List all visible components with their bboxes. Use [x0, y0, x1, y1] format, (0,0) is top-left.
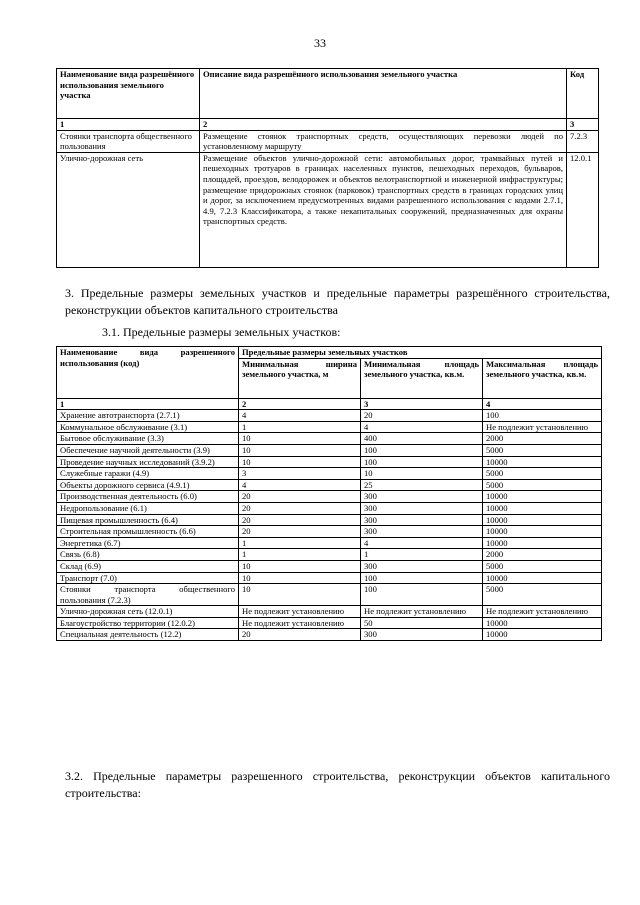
header-min-width: Минимальная ширина земельного участка, м — [239, 358, 361, 398]
min-area-value: 10 — [361, 468, 483, 480]
max-area-value: 10000 — [483, 491, 602, 503]
use-name: Проведение научных исследований (3.9.2) — [57, 456, 239, 468]
min-area-value: 100 — [361, 444, 483, 456]
max-area-value: Не подлежит установлению — [483, 421, 602, 433]
col-number: 2 — [239, 398, 361, 410]
table-row — [57, 130, 599, 152]
land-plot-size-table — [56, 346, 602, 641]
min-area-value: 300 — [361, 560, 483, 572]
min-width-value: 1 — [239, 537, 361, 549]
table-row — [57, 479, 602, 491]
max-area-value: 5000 — [483, 560, 602, 572]
max-area-value: 2000 — [483, 549, 602, 561]
table-row — [57, 444, 602, 456]
col-number: 3 — [567, 119, 599, 131]
min-width-value: 20 — [239, 514, 361, 526]
table-row — [57, 456, 602, 468]
max-area-value: 10000 — [483, 514, 602, 526]
table-row — [57, 537, 602, 549]
min-area-value: 4 — [361, 421, 483, 433]
min-area-value: 25 — [361, 479, 483, 491]
min-width-value: 10 — [239, 444, 361, 456]
min-width-value: 20 — [239, 526, 361, 538]
col-number: 1 — [57, 119, 200, 131]
max-area-value: 10000 — [483, 502, 602, 514]
use-name: Объекты дорожного сервиса (4.9.1) — [57, 479, 239, 491]
table-row — [57, 629, 602, 641]
min-width-value: 20 — [239, 502, 361, 514]
min-area-value: 1 — [361, 549, 483, 561]
header-use-description: Описание вида разрешённого использования земельного участка — [200, 69, 567, 119]
min-width-value: 10 — [239, 433, 361, 445]
use-code: 12.0.1 — [567, 152, 599, 267]
table-row — [57, 491, 602, 503]
use-name: Улично-дорожная сеть — [57, 152, 200, 267]
min-width-value: 10 — [239, 456, 361, 468]
min-area-value: Не подлежит установлению — [361, 606, 483, 618]
col-number: 3 — [361, 398, 483, 410]
min-area-value: 400 — [361, 433, 483, 445]
min-area-value: 100 — [361, 456, 483, 468]
col-number: 1 — [57, 398, 239, 410]
table-row — [57, 502, 602, 514]
max-area-value: 100 — [483, 410, 602, 422]
header-code: Код — [567, 69, 599, 119]
col-number: 4 — [483, 398, 602, 410]
use-name: Энергетика (6.7) — [57, 537, 239, 549]
table-row — [57, 584, 602, 606]
table-row — [57, 433, 602, 445]
max-area-value: 5000 — [483, 444, 602, 456]
min-width-value: 1 — [239, 421, 361, 433]
section-3-heading: 3. Предельные размеры земельных участков и предельные параметры разрешённого строительства, реконструкции объектов капитального строительства — [65, 286, 610, 317]
min-width-value: 3 — [239, 468, 361, 480]
min-area-value: 20 — [361, 410, 483, 422]
col-number: 2 — [200, 119, 567, 131]
min-width-value: 20 — [239, 629, 361, 641]
min-area-value: 300 — [361, 491, 483, 503]
use-name: Транспорт (7.0) — [57, 572, 239, 584]
use-name: Недропользование (6.1) — [57, 502, 239, 514]
use-name: Хранение автотранспорта (2.7.1) — [57, 410, 239, 422]
header-use-name: Наименование вида разрешённого использования земельного участка — [57, 69, 200, 119]
min-area-value: 300 — [361, 502, 483, 514]
header-use-name: Наименование вида разрешенного использования (код) — [57, 347, 239, 399]
use-description: Размещение объектов улично-дорожной сети: автомобильных дорог, трамвайных путей и пешеходных тротуаров в границах населенных пунктов, пешеходных переходов, бульваров, площадей, проездов, велодорожек и объектов велотранспортной и инженерной инфраструктуры; размещение придорожных стоянок (парковок) транспортных средств в границах городских улиц и дорог, за исключением предусмотренных видами разрешенного использования с кодами 2.7.1, 4.9, 7.2.3 Классификатора, а также некапитальных сооружений, предназначенных для охраны транспортных средств. — [200, 152, 567, 267]
max-area-value: 10000 — [483, 456, 602, 468]
min-width-value: Не подлежит установлению — [239, 617, 361, 629]
table-row — [57, 560, 602, 572]
max-area-value: 10000 — [483, 537, 602, 549]
use-name: Стоянки транспорта общественного пользования (7.2.3) — [57, 584, 239, 606]
use-description: Размещение стоянок транспортных средств, осуществляющих перевозки людей по установленному маршруту — [200, 130, 567, 152]
use-name: Благоустройство территории (12.0.2) — [57, 617, 239, 629]
min-width-value: 10 — [239, 560, 361, 572]
use-name: Связь (6.8) — [57, 549, 239, 561]
max-area-value: 2000 — [483, 433, 602, 445]
table-row — [57, 572, 602, 584]
min-area-value: 50 — [361, 617, 483, 629]
min-area-value: 100 — [361, 584, 483, 606]
max-area-value: 5000 — [483, 468, 602, 480]
max-area-value: 10000 — [483, 526, 602, 538]
table-row — [57, 526, 602, 538]
use-name: Обеспечение научной деятельности (3.9) — [57, 444, 239, 456]
table-row — [57, 421, 602, 433]
max-area-value: 10000 — [483, 572, 602, 584]
use-name: Пищевая промышленность (6.4) — [57, 514, 239, 526]
min-area-value: 300 — [361, 526, 483, 538]
table-row — [57, 606, 602, 618]
use-name: Специальная деятельность (12.2) — [57, 629, 239, 641]
table-row — [57, 514, 602, 526]
max-area-value: Не подлежит установлению — [483, 606, 602, 618]
max-area-value: 10000 — [483, 629, 602, 641]
min-area-value: 300 — [361, 629, 483, 641]
min-width-value: 4 — [239, 479, 361, 491]
table-row — [57, 152, 599, 267]
min-width-value: 20 — [239, 491, 361, 503]
use-name: Служебные гаражи (4.9) — [57, 468, 239, 480]
max-area-value: 5000 — [483, 584, 602, 606]
use-name: Производственная деятельность (6.0) — [57, 491, 239, 503]
use-name: Строительная промышленность (6.6) — [57, 526, 239, 538]
use-name: Улично-дорожная сеть (12.0.1) — [57, 606, 239, 618]
land-plot-rows — [57, 410, 602, 641]
use-name: Бытовое обслуживание (3.3) — [57, 433, 239, 445]
min-width-value: 1 — [239, 549, 361, 561]
use-name: Стоянки транспорта общественного пользования — [57, 130, 200, 152]
min-width-value: 4 — [239, 410, 361, 422]
table-row — [57, 468, 602, 480]
min-width-value: 10 — [239, 584, 361, 606]
max-area-value: 10000 — [483, 617, 602, 629]
use-name: Коммунальное обслуживание (3.1) — [57, 421, 239, 433]
section-3-2-heading: 3.2. Предельные параметры разрешенного строительства, реконструкции объектов капитального строительства: — [65, 769, 610, 800]
min-area-value: 4 — [361, 537, 483, 549]
table-row — [57, 617, 602, 629]
min-width-value: 10 — [239, 572, 361, 584]
table-row — [57, 549, 602, 561]
min-area-value: 100 — [361, 572, 483, 584]
header-limit-sizes: Предельные размеры земельных участков — [239, 347, 602, 359]
min-area-value: 300 — [361, 514, 483, 526]
page-number: 33 — [314, 36, 326, 50]
section-3-1-heading: 3.1. Предельные размеры земельных участков: — [102, 325, 341, 339]
header-min-area: Минимальная площадь земельного участка, кв.м. — [361, 358, 483, 398]
use-name: Склад (6.9) — [57, 560, 239, 572]
header-max-area: Максимальная площадь земельного участка, кв.м. — [483, 358, 602, 398]
table-row — [57, 410, 602, 422]
permitted-use-table — [56, 68, 599, 268]
max-area-value: 5000 — [483, 479, 602, 491]
min-width-value: Не подлежит установлению — [239, 606, 361, 618]
use-code: 7.2.3 — [567, 130, 599, 152]
